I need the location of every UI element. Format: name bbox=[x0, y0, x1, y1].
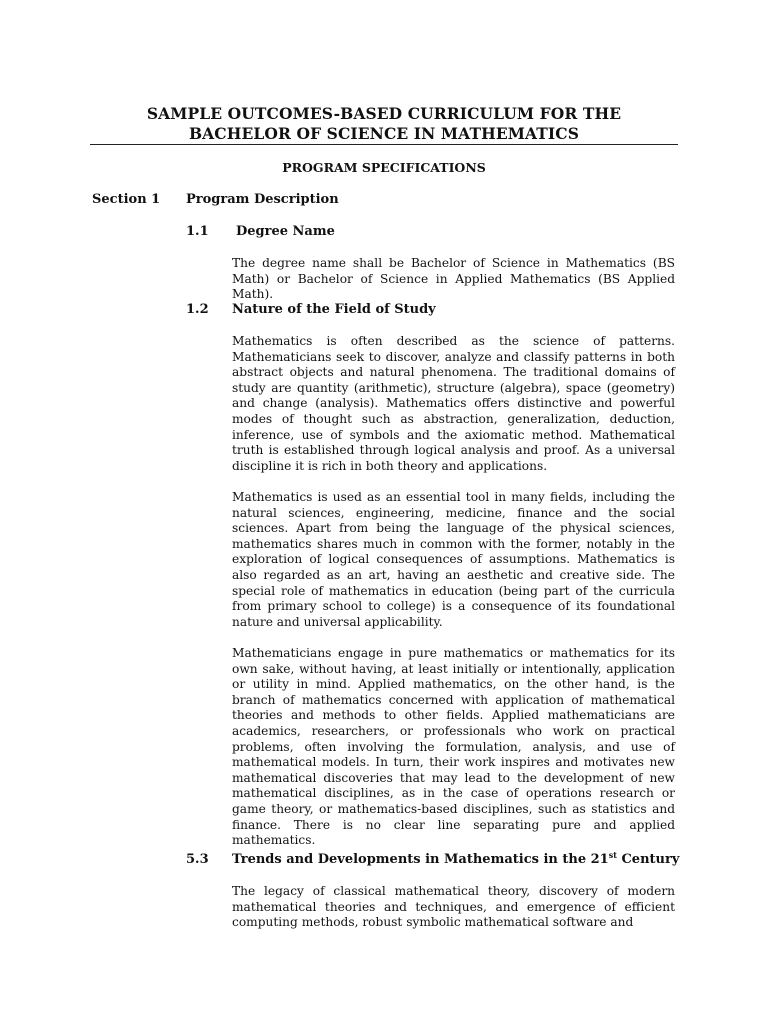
section-title: Program Description bbox=[186, 192, 339, 207]
document-subtitle: PROGRAM SPECIFICATIONS bbox=[282, 160, 486, 175]
subsection-3-title-superscript: st bbox=[608, 850, 617, 860]
subsection-3-title-suffix: Century bbox=[616, 852, 680, 867]
degree-name-paragraph: The degree name shall be Bachelor of Science in Mathematics (BS Math) or Bachelor of Science in Applied Mathematics (BS Applied Math). bbox=[232, 256, 675, 302]
subsection-1-title: Degree Name bbox=[236, 224, 335, 239]
nature-paragraph-3: Mathematicians engage in pure mathematics or mathematics for its own sake, without having, at least initially or intentionally, application or utility in mind. Applied mathematics, on the other hand, is the branch of mathematics concerned with application of mathematical theories and methods to other fields. Applied mathematicians are academics, researchers, or professionals who work on practical problems, often involving the formulation, analysis, and use of mathematical models. In turn, their work inspires and motivates new mathematical discoveries that may lead to the development of new mathematical disciplines, as in the case of operations research or game theory, or mathematics-based disciplines, such as statistics and finance. There is no clear line separating pure and applied mathematics. bbox=[232, 646, 675, 848]
document-title-line-2: BACHELOR OF SCIENCE IN MATHEMATICS bbox=[188, 124, 579, 143]
subsection-3-number: 5.3 bbox=[186, 852, 209, 867]
subsection-3-title bbox=[232, 852, 679, 868]
section-label: Section 1 bbox=[92, 192, 161, 207]
subsection-1-number: 1.1 bbox=[186, 224, 209, 239]
title-divider bbox=[90, 144, 678, 145]
subsection-3-title-text: Trends and Developments in Mathematics in the 21 bbox=[232, 852, 609, 867]
nature-paragraph-2: Mathematics is used as an essential tool in many fields, including the natural sciences, engineering, medicine, finance and the social sciences. Apart from being the language of the physical sciences, mathematics shares much in common with the former, notably in the exploration of logical consequences of assumptions. Mathematics is also regarded as an art, having an aesthetic and creative side. The special role of mathematics in education (being part of the curricula from primary school to college) is a consequence of its foundational nature and universal applicability. bbox=[232, 490, 675, 629]
subsection-2-number: 1.2 bbox=[186, 302, 209, 317]
subsection-2-title: Nature of the Field of Study bbox=[232, 302, 436, 317]
document-title-line-1: SAMPLE OUTCOMES-BASED CURRICULUM FOR THE bbox=[146, 104, 622, 123]
trends-paragraph: The legacy of classical mathematical theory, discovery of modern mathematical theories and techniques, and emergence of efficient computing methods, robust symbolic mathematical software and bbox=[232, 884, 675, 930]
nature-paragraph-1: Mathematics is often described as the science of patterns. Mathematicians seek to discover, analyze and classify patterns in both abstract objects and natural phenomena. The traditional domains of study are quantity (arithmetic), structure (algebra), space (geometry) and change (analysis). Mathematics offers distinctive and powerful modes of thought such as abstraction, generalization, deduction, inference, use of symbols and the axiomatic method. Mathematical truth is established through logical analysis and proof. As a universal discipline it is rich in both theory and applications. bbox=[232, 334, 675, 473]
